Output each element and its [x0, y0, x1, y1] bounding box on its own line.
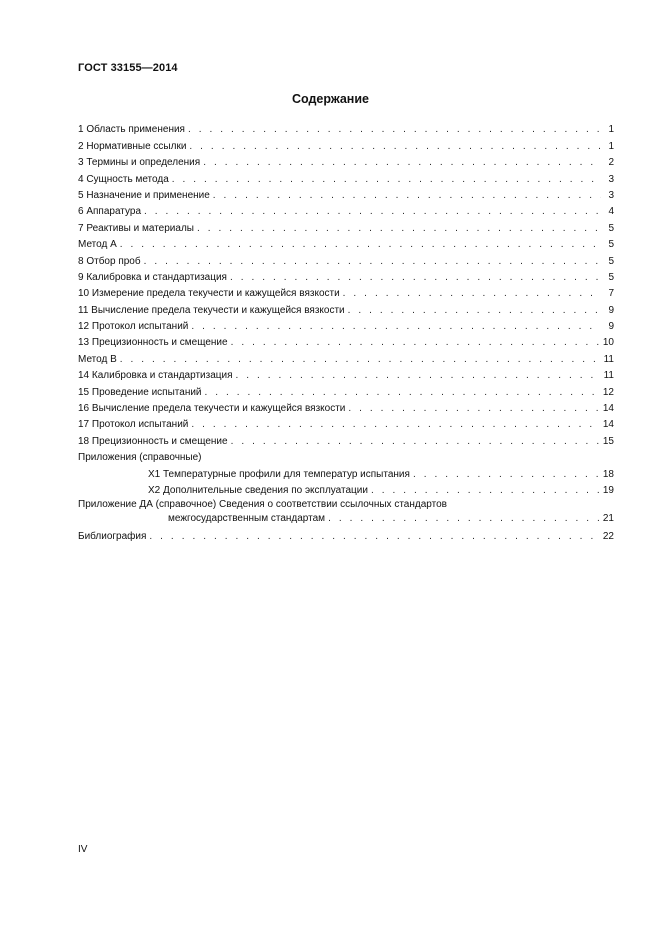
- document-header: ГОСТ 33155—2014: [78, 62, 178, 74]
- toc-entry[interactable]: [78, 349, 614, 365]
- toc-page-number: 11: [603, 370, 614, 382]
- toc-entry-label: 6 Аппаратура: [78, 206, 142, 218]
- leader-dots: [120, 354, 601, 366]
- toc-page-number: 9: [608, 304, 614, 316]
- toc-page-number: 10: [602, 337, 614, 349]
- toc-main-entries: [78, 120, 614, 448]
- toc-page-number: 3: [608, 189, 614, 201]
- toc-entry-label: 18 Прецизионность и смещение: [78, 435, 228, 447]
- appendix-da-continuation: [168, 513, 614, 524]
- leader-dots: [328, 513, 600, 524]
- toc-entry-bibliography[interactable]: [78, 527, 614, 543]
- leader-dots: [213, 190, 601, 202]
- leader-dots: [348, 305, 601, 317]
- leader-dots: [144, 206, 601, 218]
- toc-entry[interactable]: [78, 136, 614, 152]
- toc-entry[interactable]: [78, 366, 614, 382]
- leader-dots: [205, 387, 600, 399]
- toc-entry-label: 12 Протокол испытаний: [78, 321, 189, 333]
- leader-dots: [230, 272, 601, 284]
- toc-entry-label: 8 Отбор проб: [78, 255, 141, 267]
- toc-entry-label: 3 Термины и определения: [78, 157, 201, 169]
- toc-entry-label: Х2 Дополнительные сведения по эксплуатации: [148, 484, 368, 496]
- page-title: Содержание: [291, 92, 369, 106]
- toc-page-number: 12: [602, 386, 614, 398]
- toc-entry-label: 11 Вычисление предела текучести и кажущейся вязкости: [78, 304, 345, 316]
- toc-page-number: 2: [608, 157, 614, 169]
- toc-page-number: 11: [603, 353, 614, 365]
- toc-entry-label: Х1 Температурные профили для температур испытания: [148, 468, 410, 480]
- toc-page-number: 19: [602, 484, 614, 496]
- toc-entry[interactable]: [78, 317, 614, 333]
- toc-page-number: 7: [608, 288, 614, 300]
- toc-entry[interactable]: [78, 169, 614, 185]
- toc-entry[interactable]: [78, 399, 614, 415]
- toc-entry-label: 7 Реактивы и материалы: [78, 222, 194, 234]
- toc-entry[interactable]: [78, 431, 614, 447]
- leader-dots: [172, 174, 601, 186]
- toc-page-number: 5: [608, 239, 614, 251]
- toc-entry-label: 5 Назначение и применение: [78, 189, 210, 201]
- toc-entry[interactable]: [78, 481, 614, 497]
- toc-entry[interactable]: [78, 235, 614, 251]
- toc-page-number: 5: [608, 271, 614, 283]
- toc-entry-label: 16 Вычисление предела текучести и кажущейся вязкости: [78, 403, 346, 415]
- leader-dots: [231, 436, 600, 448]
- appendix-da-title: Приложение ДА (справочное) Сведения о соответствии ссылочных стандартов: [78, 498, 447, 510]
- toc-entry[interactable]: [78, 415, 614, 431]
- leader-dots: [120, 239, 601, 251]
- toc-entry-label: 4 Сущность метода: [78, 173, 169, 185]
- toc-page-number: 9: [608, 321, 614, 333]
- toc-page-number: 5: [608, 222, 614, 234]
- toc-entry[interactable]: [78, 464, 614, 480]
- toc-entry-label: 10 Измерение предела текучести и кажущейся вязкости: [78, 288, 340, 300]
- leader-dots: [188, 124, 601, 136]
- toc-entry[interactable]: [78, 202, 614, 218]
- toc-entry[interactable]: [78, 333, 614, 349]
- table-of-contents: [78, 120, 614, 543]
- toc-entry[interactable]: [78, 300, 614, 316]
- toc-page-number: 5: [608, 255, 614, 267]
- leader-dots: [231, 337, 600, 349]
- toc-entry-label: 17 Протокол испытаний: [78, 419, 189, 431]
- toc-entry[interactable]: [78, 218, 614, 234]
- toc-entry-label: 13 Прецизионность и смещение: [78, 337, 228, 349]
- leader-dots: [189, 141, 601, 153]
- toc-page-number: 1: [608, 124, 614, 136]
- toc-entry[interactable]: [78, 268, 614, 284]
- page-number-footer: IV: [78, 844, 88, 855]
- toc-entry-label: Метод В: [78, 353, 117, 365]
- leader-dots: [197, 223, 601, 235]
- toc-entry[interactable]: [78, 284, 614, 300]
- toc-entry[interactable]: [78, 382, 614, 398]
- toc-entry[interactable]: [78, 186, 614, 202]
- toc-page-number: 14: [602, 403, 614, 415]
- leader-dots: [191, 321, 601, 333]
- toc-page-number: 18: [602, 468, 614, 480]
- toc-entry-label: 15 Проведение испытаний: [78, 386, 202, 398]
- toc-entry-appendix-da[interactable]: [78, 497, 614, 527]
- toc-entry[interactable]: [78, 120, 614, 136]
- toc-entry-label: Метод А: [78, 239, 117, 251]
- toc-page-number: 4: [608, 206, 614, 218]
- leader-dots: [191, 419, 599, 431]
- leader-dots: [348, 403, 599, 415]
- toc-page-number: 3: [608, 173, 614, 185]
- toc-entry-label: 9 Калибровка и стандартизация: [78, 271, 227, 283]
- toc-page-number: 1: [608, 140, 614, 152]
- toc-page-number: 22: [602, 531, 614, 543]
- toc-entry-label: Библиография: [78, 531, 147, 543]
- toc-entry-label: 2 Нормативные ссылки: [78, 140, 187, 152]
- toc-entry-label: 1 Область применения: [78, 124, 185, 136]
- toc-entry[interactable]: [78, 153, 614, 169]
- leader-dots: [149, 531, 599, 543]
- leader-dots: [413, 469, 600, 481]
- appendix-da-title-cont: межгосударственным стандартам: [168, 512, 326, 524]
- leader-dots: [343, 288, 601, 300]
- leader-dots: [203, 157, 601, 169]
- toc-page-number: 21: [602, 512, 614, 524]
- appendices-heading: Приложения (справочные): [78, 452, 202, 464]
- toc-page-number: 14: [602, 419, 614, 431]
- leader-dots: [144, 256, 601, 268]
- toc-appendix-entries: [78, 464, 614, 497]
- toc-page-number: 15: [602, 435, 614, 447]
- leader-dots: [371, 485, 600, 497]
- toc-entry[interactable]: [78, 251, 614, 267]
- toc-entry-label: 14 Калибровка и стандартизация: [78, 370, 233, 382]
- leader-dots: [236, 370, 601, 382]
